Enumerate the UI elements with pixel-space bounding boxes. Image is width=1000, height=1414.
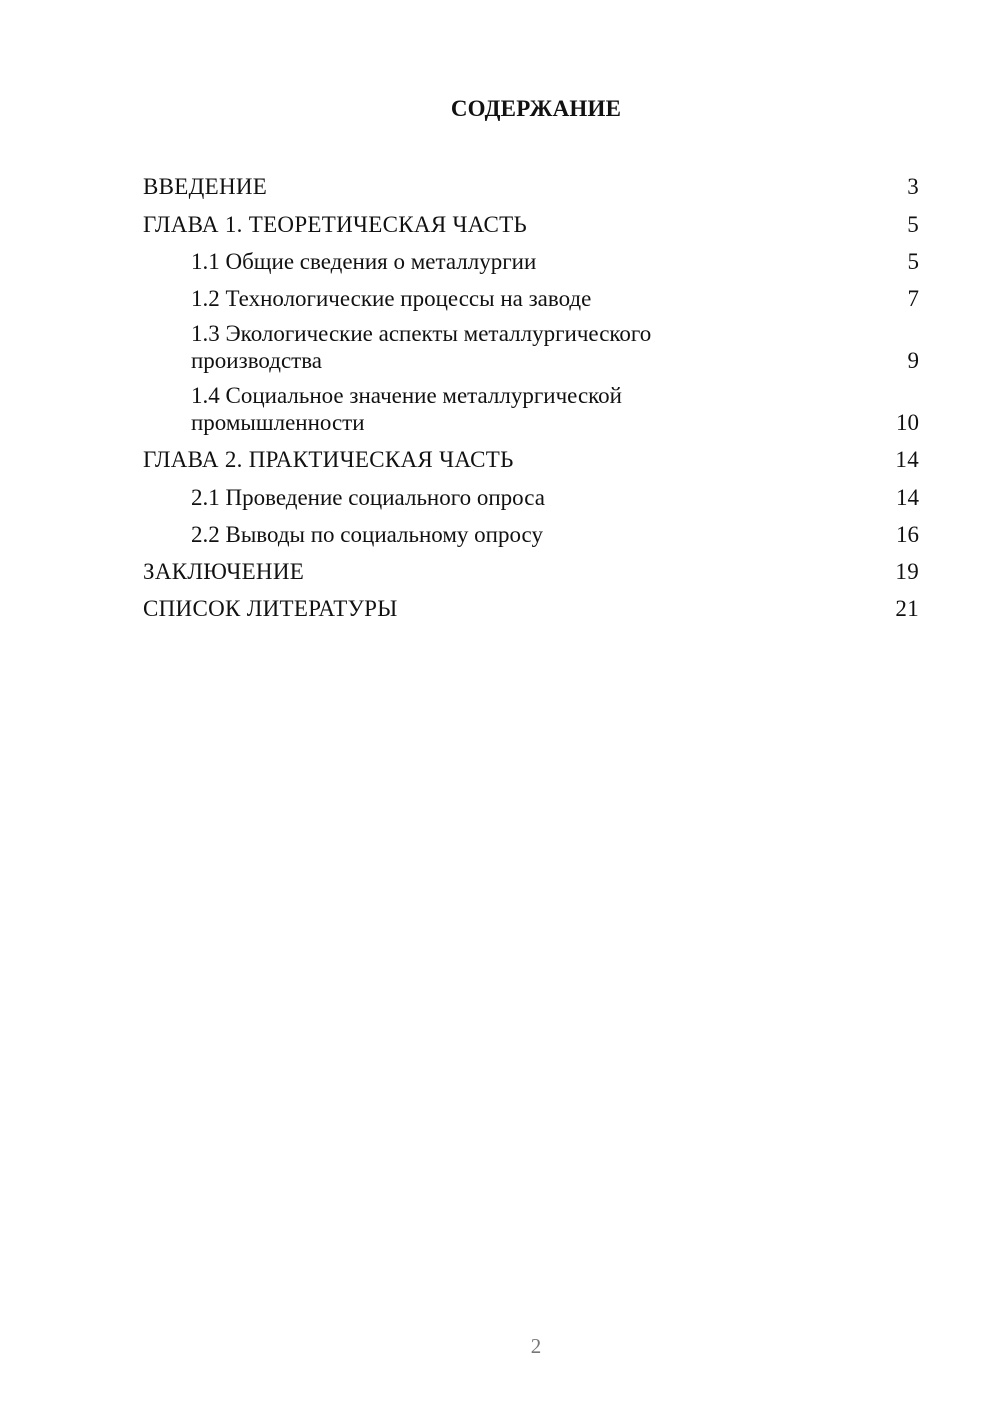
- toc-entry-section-1-1[interactable]: [143, 243, 919, 280]
- page-number: 2: [530, 1334, 542, 1358]
- toc-title: СОДЕРЖАНИЕ: [450, 96, 622, 121]
- toc-entry-page: 5: [907, 249, 919, 274]
- toc-entry-page: 7: [907, 286, 919, 311]
- toc-entry-page: 21: [895, 596, 919, 622]
- toc-entry-text: 1.1 Общие сведения о металлургии: [191, 249, 537, 274]
- toc-entry-text: 1.4 Социальное значение металлургической промышленности: [191, 383, 622, 435]
- toc-entry-text: ГЛАВА 2. ПРАКТИЧЕСКАЯ ЧАСТЬ: [143, 447, 514, 473]
- toc-entry-text: ЗАКЛЮЧЕНИЕ: [143, 558, 305, 584]
- toc-entry-introduction[interactable]: [143, 168, 919, 206]
- toc-entry-page: 9: [907, 348, 919, 373]
- toc-entry-page: 14: [895, 447, 919, 473]
- toc-entry-page: 5: [907, 211, 919, 237]
- toc-entry-page: 16: [896, 521, 919, 547]
- toc-entry-section-1-3[interactable]: [143, 317, 919, 379]
- toc-entry-chapter-1[interactable]: [143, 206, 919, 244]
- toc-entry-references[interactable]: [143, 590, 919, 628]
- toc-entry-chapter-2[interactable]: [143, 441, 919, 479]
- toc-entry-text: 2.2 Выводы по социальному опросу: [191, 521, 543, 547]
- toc-entry-text: ГЛАВА 1. ТЕОРЕТИЧЕСКАЯ ЧАСТЬ: [143, 211, 528, 237]
- toc-entry-page: 10: [896, 410, 919, 435]
- toc-entry-text: СПИСОК ЛИТЕРАТУРЫ: [143, 596, 398, 622]
- toc-entry-conclusion[interactable]: [143, 553, 919, 591]
- toc-entry-page: 19: [895, 558, 919, 584]
- toc-entry-text: 1.2 Технологические процессы на заводе: [191, 286, 592, 311]
- toc-entry-page: 3: [907, 174, 919, 200]
- toc-entry-text: 2.1 Проведение социального опроса: [191, 484, 545, 510]
- toc-entry-text: 1.3 Экологические аспекты металлургического производства: [191, 321, 652, 373]
- toc-entry-section-1-2[interactable]: [143, 280, 919, 317]
- toc-entry-section-2-2[interactable]: [143, 516, 919, 553]
- toc-entry-section-1-4[interactable]: [143, 379, 919, 441]
- table-of-contents: [143, 168, 919, 628]
- toc-entry-text: ВВЕДЕНИЕ: [143, 174, 268, 200]
- toc-entry-section-2-1[interactable]: [143, 479, 919, 516]
- toc-entry-page: 14: [896, 484, 919, 510]
